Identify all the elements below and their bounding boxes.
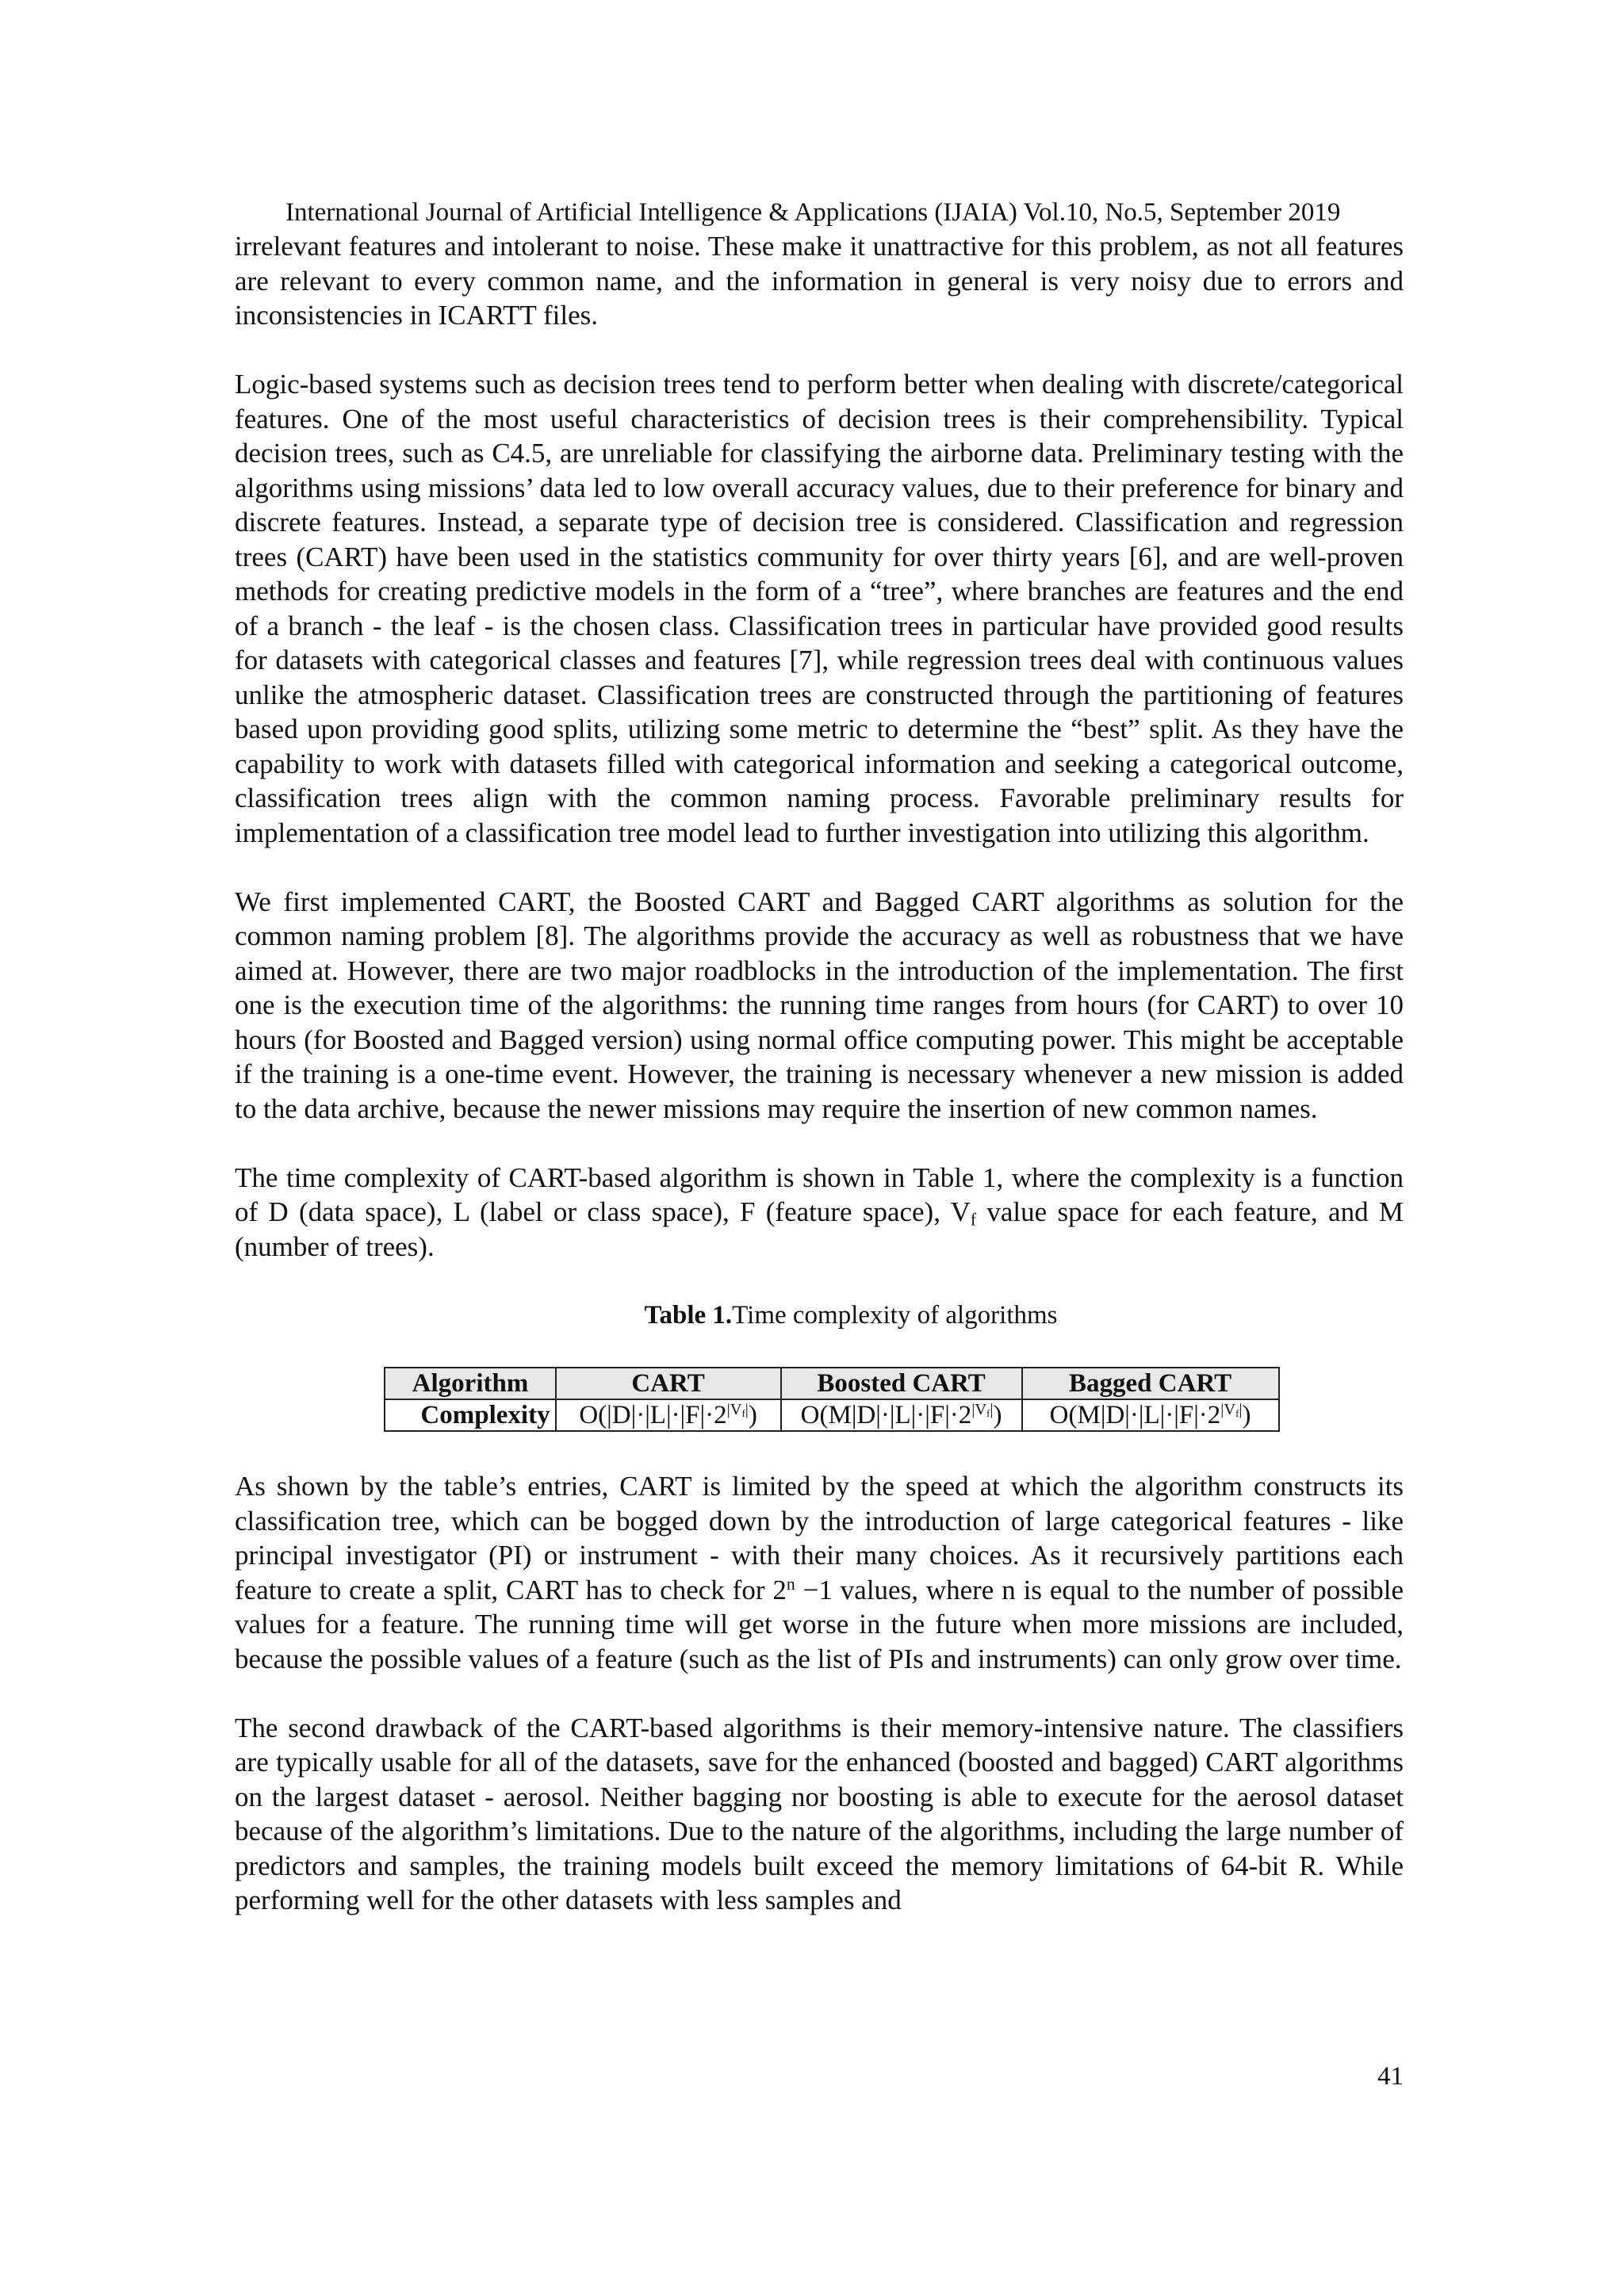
table-header-cell: Boosted CART (781, 1368, 1022, 1399)
body-text (235, 229, 1404, 1952)
complexity-table (384, 1367, 1279, 1432)
paragraph-4-subscript: f (970, 1210, 977, 1230)
table-header-row (385, 1368, 1278, 1399)
paragraph-4 (235, 1161, 1404, 1265)
paragraph-5-text-a: As shown by the table’s entries, CART is limited by the speed at which the algorithm constructs its classification tree, which can be bogged down by the introduction of large categorical features - like principal investigator (PI) or instrument - with their many choices. As it recursively partitions each feature to create a split, CART has to check for 2 (235, 1471, 1404, 1605)
table-row-label: Complexity (385, 1399, 555, 1431)
table-cell-bagged-cart: $O(M|D|\cdot|L|\cdot|F|\cdot 2^{|V_f|})$ (1022, 1399, 1279, 1431)
table-cell-cart: $O(|D|\cdot|L|\cdot|F|\cdot 2^{|V_f|})$ (556, 1399, 781, 1431)
table-header-cell: Algorithm (385, 1368, 555, 1399)
paragraph-5 (235, 1469, 1404, 1676)
paragraph-3: We first implemented CART, the Boosted CART and Bagged CART algorithms as solution for the common naming problem [8]. The algorithms provide the accuracy as well as robustness that we have aimed at. However, there are two major roadblocks in the introduction of the implementation. The first one is the execution time of the algorithms: the running time ranges from hours (for CART) to over 10 hours (for Boosted and Bagged version) using normal office computing power. This might be acceptable if the training is a one-time event. However, the training is necessary whenever a new mission is added to the data archive, because the newer missions may require the insertion of new common names. (235, 886, 1404, 1124)
paragraph-5-superscript: n (786, 1574, 795, 1594)
paragraph-4-text-b: value space for each feature, and M (number of trees). (235, 1196, 1404, 1262)
table-caption-text: Time complexity of algorithms (732, 1300, 1058, 1330)
table-header-cell: Bagged CART (1022, 1368, 1279, 1399)
paragraph-1: irrelevant features and intolerant to noise. These make it unattractive for this problem, as not all features are relevant to every common name, and the information in general is very noisy due to errors and inconsistencies in ICARTT files. (235, 231, 1404, 331)
paragraph-2: Logic-based systems such as decision trees tend to perform better when dealing with discrete/categorical features. One of the most useful characteristics of decision trees is their comprehensibility. Typical decision trees, such as C4.5, are unreliable for classifying the airborne data. Preliminary testing with the algorithms using missions’ data led to low overall accuracy values, due to their preference for binary and discrete features. Instead, a separate type of decision tree is considered. Classification and regression trees (CART) have been used in the statistics community for over thirty years [6], and are well-proven methods for creating predictive models in the form of a “tree”, where branches are features and the end of a branch - the leaf - is the chosen class. Classification trees in particular have provided good results for datasets with categorical classes and features [7], while regression trees deal with continuous values unlike the atmospheric dataset. Classification trees are constructed through the partitioning of features based upon providing good splits, utilizing some metric to determine the “best” split. As they have the capability to work with datasets filled with categorical information and seeking a categorical outcome, classification trees align with the common naming process. Favorable preliminary results for implementation of a classification tree model lead to further investigation into utilizing this algorithm. (235, 369, 1404, 848)
page-number: 41 (1377, 2062, 1404, 2091)
paragraph-5-text-b: −1 values, where n is equal to the number of possible values for a feature. The running time will get worse in the future when more missions are included, because the possible values of a feature (such as the list of PIs and instruments) can only grow over time. (235, 1574, 1404, 1674)
table-cell-boosted-cart: $O(M|D|\cdot|L|\cdot|F|\cdot 2^{|V_f|})$ (781, 1399, 1022, 1431)
running-header: International Journal of Artificial Intelligence & Applications (IJAIA) Vol.10, No.5, September 2019 (285, 198, 1341, 227)
paragraph-6: The second drawback of the CART-based algorithms is their memory-intensive nature. The classifiers are typically usable for all of the datasets, save for the enhanced (boosted and bagged) CART algorithms on the largest dataset - aerosol. Neither bagging nor boosting is able to execute for the aerosol dataset because of the algorithm’s limitations. Due to the nature of the algorithms, including the large number of predictors and samples, the training models built exceed the memory limitations of 64-bit R. While performing well for the other datasets with less samples and (235, 1712, 1404, 1915)
table-caption (235, 1299, 1404, 1334)
table-caption-label: Table 1. (644, 1300, 733, 1330)
paragraph-4-text-a: The time complexity of CART-based algorithm is shown in Table 1, where the complexity is a function of D (data space), L (label or class space), F (feature space), V (235, 1161, 1404, 1227)
table-row (385, 1399, 1278, 1431)
table-header-cell: CART (556, 1368, 781, 1399)
